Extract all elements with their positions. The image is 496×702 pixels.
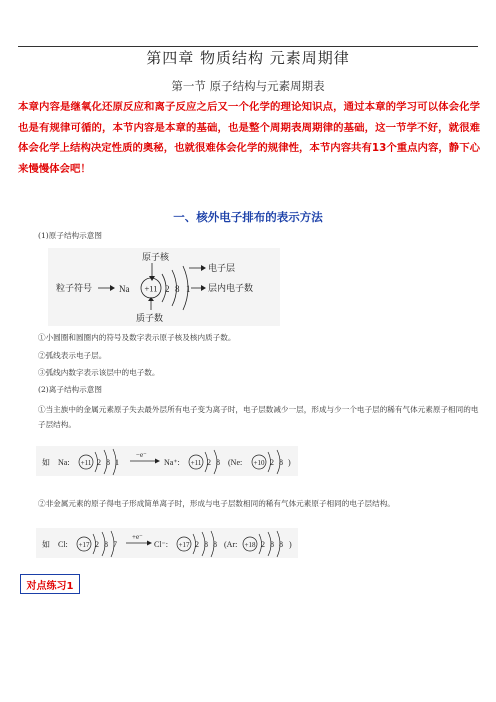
svg-text:+10: +10 bbox=[253, 459, 265, 467]
part1-note-1: ①小圆圈和圆圈内的符号及数字表示原子核及核内质子数。 bbox=[38, 333, 236, 342]
svg-text:8: 8 bbox=[270, 540, 274, 549]
part2-note-1: ①当主族中的金属元素原子失去最外层所有电子变为离子时，电子层数减少一层，形成与少一个电子层的稀有气体元素原子相同的电子层结构。 bbox=[38, 405, 479, 429]
element-symbol: Na bbox=[119, 284, 130, 294]
svg-text:2: 2 bbox=[261, 540, 265, 549]
svg-text:+17: +17 bbox=[178, 541, 190, 549]
svg-text:2: 2 bbox=[207, 458, 211, 467]
svg-text:(Ne:: (Ne: bbox=[228, 458, 243, 467]
part1-heading: (1)原子结构示意图 bbox=[38, 231, 102, 240]
label-layer: 电子层 bbox=[208, 263, 236, 273]
nucleus-charge: +11 bbox=[144, 283, 158, 294]
electron-count-3: 1 bbox=[186, 284, 191, 294]
svg-text:Na:: Na: bbox=[58, 458, 70, 467]
svg-text:Cl⁻:: Cl⁻: bbox=[154, 540, 169, 549]
svg-text:1: 1 bbox=[115, 458, 119, 467]
svg-text:2: 2 bbox=[195, 540, 199, 549]
practice-label: 对点练习1 bbox=[20, 574, 80, 594]
svg-text:+18: +18 bbox=[244, 541, 256, 549]
svg-text:8: 8 bbox=[216, 458, 220, 467]
intro-paragraph: 本章内容是继氧化还原反应和离子反应之后又一个化学的理论知识点，通过本章的学习可以体会化学也是有规律可循的，本节内容是本章的基础，也是整个周期表周期律的基础，这一节学不好，就很难体会化学上结构决定性质的奥秘，也就很难体会化学的规律性，本节内容共有13个重点内容，静下心来慢慢体会吧！ bbox=[18, 101, 480, 175]
svg-text:8: 8 bbox=[279, 540, 283, 549]
svg-text:+17: +17 bbox=[78, 541, 90, 549]
svg-text:): ) bbox=[288, 458, 291, 467]
label-nucleus: 原子核 bbox=[142, 252, 170, 262]
part2-note-2: ②非金属元素的原子得电子形成简单离子时，形成与电子层数相同的稀有气体元素原子相同的电子层结构。 bbox=[38, 499, 395, 508]
svg-text:8: 8 bbox=[213, 540, 217, 549]
na-ion-example bbox=[36, 446, 298, 476]
section-heading: 一、核外电子排布的表示方法 bbox=[173, 210, 323, 224]
part1-note-3: ③弧线内数字表示该层中的电子数。 bbox=[38, 368, 160, 377]
svg-text:如: 如 bbox=[42, 458, 50, 467]
svg-text:如: 如 bbox=[42, 540, 50, 549]
svg-text:2: 2 bbox=[97, 458, 101, 467]
svg-text:8: 8 bbox=[279, 458, 283, 467]
svg-text:+e⁻: +e⁻ bbox=[132, 533, 143, 541]
cl-ion-example bbox=[36, 528, 298, 558]
svg-text:+11: +11 bbox=[190, 459, 202, 467]
svg-text:+11: +11 bbox=[80, 459, 92, 467]
svg-text:8: 8 bbox=[106, 458, 110, 467]
label-protons: 质子数 bbox=[136, 313, 164, 323]
svg-text:2: 2 bbox=[270, 458, 274, 467]
na-structure-diagram bbox=[48, 248, 280, 326]
part1-note-2: ②弧线表示电子层。 bbox=[38, 351, 107, 360]
svg-text:(Ar:: (Ar: bbox=[224, 540, 238, 549]
svg-text:7: 7 bbox=[113, 540, 117, 549]
svg-text:8: 8 bbox=[204, 540, 208, 549]
svg-text:Cl:: Cl: bbox=[58, 540, 68, 549]
part2-heading: (2)离子结构示意图 bbox=[38, 385, 102, 394]
label-layer-count: 层内电子数 bbox=[208, 283, 254, 293]
section-title: 第一节 原子结构与元素周期表 bbox=[171, 79, 325, 93]
label-symbol: 粒子符号 bbox=[56, 283, 93, 293]
electron-count-1: 2 bbox=[165, 284, 170, 294]
svg-text:2: 2 bbox=[95, 540, 99, 549]
svg-text:Na⁺:: Na⁺: bbox=[164, 458, 180, 467]
svg-text:): ) bbox=[289, 540, 292, 549]
svg-text:8: 8 bbox=[104, 540, 108, 549]
electron-count-2: 8 bbox=[175, 284, 180, 294]
svg-text:−e⁻: −e⁻ bbox=[136, 451, 147, 459]
chapter-title: 第四章 物质结构 元素周期律 bbox=[146, 49, 350, 67]
